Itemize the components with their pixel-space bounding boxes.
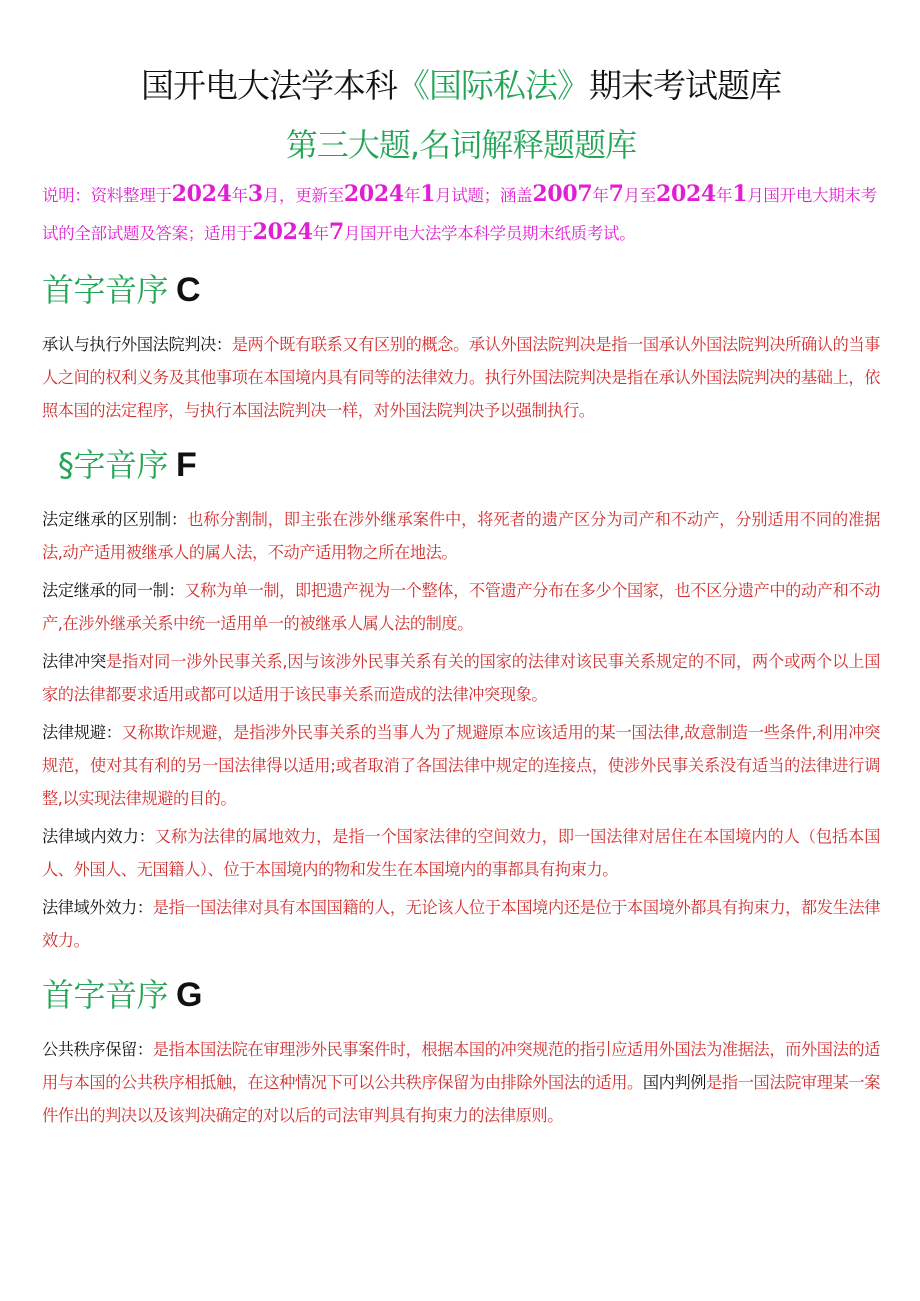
note-number: 7: [608, 181, 624, 207]
note-text: 月国开电大法学本科学员期末纸质考试。: [343, 224, 636, 243]
term-entry: [42, 820, 880, 886]
term-name: 法律域外效力：: [42, 898, 153, 917]
term-definition: 是指一国法律对具有本国国籍的人，无论该人位于本国境内还是位于本国境外都具有拘束力，都发生法律效力。: [42, 898, 880, 950]
section-title: 第三大题,名词解释题题库: [285, 126, 637, 164]
section-heading-f: [42, 437, 880, 493]
term-definition: 是指对同一涉外民事关系,因与该涉外民事关系有关的国家的法律对该民事关系规定的不同，两个或两个以上国家的法律都要求适用或都可以适用于该民事关系而造成的法律冲突现象。: [42, 652, 881, 704]
section-heading-text: §字音序: [58, 446, 169, 484]
section-heading-g: [42, 967, 880, 1023]
note-text: 月，更新至: [262, 186, 344, 205]
section-heading-letter: C: [176, 271, 201, 309]
term-name: 法定继承的同一制：: [42, 581, 185, 600]
document-title: [42, 62, 880, 110]
term-entry: [42, 891, 880, 957]
note-number: 7: [328, 219, 344, 245]
section-heading-text: 首字音序: [42, 271, 169, 309]
term-entry: [42, 1033, 880, 1132]
document-note: [42, 176, 880, 252]
term-definition: 是指本国法院在审理涉外民事案件时，根据本国的冲突规范的指引应适用外国法为准据法，而外国法的适用与本国的公共秩序相抵触，在这种情况下可以公共秩序保留为由排除外国法的适用。: [42, 1040, 880, 1092]
term-name: 法律冲突: [42, 652, 107, 671]
term-entry: [42, 328, 880, 427]
note-text: 年: [231, 186, 248, 205]
section-heading-c: [42, 262, 880, 318]
entries-f: [42, 503, 880, 957]
note-text: 年: [592, 186, 609, 205]
title-prefix: 国开电大法学本科: [141, 66, 397, 105]
note-number: 1: [420, 181, 436, 207]
term-name: 国内判例: [642, 1073, 707, 1092]
note-number: 1: [732, 181, 748, 207]
term-definition: 又称为单一制，即把遗产视为一个整体，不管遗产分布在多少个国家，也不区分遗产中的动产和不动产,在涉外继承关系中统一适用单一的被继承人属人法的制度。: [42, 581, 880, 633]
title-course-name: 《国际私法》: [397, 66, 589, 105]
note-number: 3: [247, 181, 263, 207]
term-name: 法定继承的区别制：: [42, 510, 188, 529]
note-text: 月至: [623, 186, 656, 205]
entries-c: [42, 328, 880, 427]
note-number: 2024: [171, 181, 232, 207]
term-definition: 也称分割制，即主张在涉外继承案件中，将死者的遗产区分为司产和不动产，分别适用不同的准据法,动产适用被继承人的属人法，不动产适用物之所在地法。: [42, 510, 880, 562]
note-number: 2024: [343, 181, 404, 207]
note-text: 年: [716, 186, 733, 205]
term-name: 承认与执行外国法院判决：: [42, 335, 232, 354]
section-heading-text: 首字音序: [42, 976, 169, 1014]
term-definition: 是指一国法院审理某一案件作出的判决以及该判决确定的对以后的司法审判具有拘束力的法律原则。: [42, 1073, 880, 1125]
note-text: 月国开电大期末考试的全部试题及答案；适用于: [42, 186, 877, 243]
term-definition: 是两个既有联系又有区别的概念。承认外国法院判决是指一国承认外国法院判决所确认的当事人之间的权利义务及其他事项在本国境内具有同等的法律效力。执行外国法院判决是指在承认外国法院判决的基础上，依照本国的法定程序，与执行本国法院判决一样，对外国法院判决予以强制执行。: [42, 335, 880, 420]
section-heading-letter: F: [176, 446, 197, 484]
term-name: 公共秩序保留：: [42, 1040, 153, 1059]
note-number: 2024: [655, 181, 717, 207]
term-definition: 又称为法律的属地效力，是指一个国家法律的空间效力，即一国法律对居住在本国境内的人（包括本国人、外国人、无国籍人）、位于本国境内的物和发生在本国境内的事都具有拘束力。: [42, 827, 881, 879]
note-text: 年: [403, 186, 421, 205]
note-number: 2007: [532, 181, 593, 207]
note-text: 说明：资料整理于: [42, 186, 172, 205]
term-entry: [42, 716, 880, 815]
title-suffix: 期末考试题库: [589, 66, 781, 105]
term-name: 法律规避：: [42, 723, 122, 742]
entries-g: [42, 1033, 880, 1132]
term-entry: [42, 574, 880, 640]
term-definition: 又称欺诈规避，是指涉外民事关系的当事人为了规避原本应该适用的某一国法律,故意制造一些条件,利用冲突规范，使对其有利的另一国法律得以适用;或者取消了各国法律中规定的连接点，使涉外民事关系没有适当的法律进行调整,以实现法律规避的目的。: [42, 723, 880, 808]
section-heading-letter: G: [176, 976, 202, 1014]
term-entry: [42, 503, 880, 569]
note-text: 年: [312, 224, 329, 243]
term-name: 法律域内效力：: [42, 827, 155, 846]
note-text: 月试题；涵盖: [435, 186, 533, 205]
term-entry: [42, 645, 880, 711]
note-number: 2024: [252, 219, 313, 245]
